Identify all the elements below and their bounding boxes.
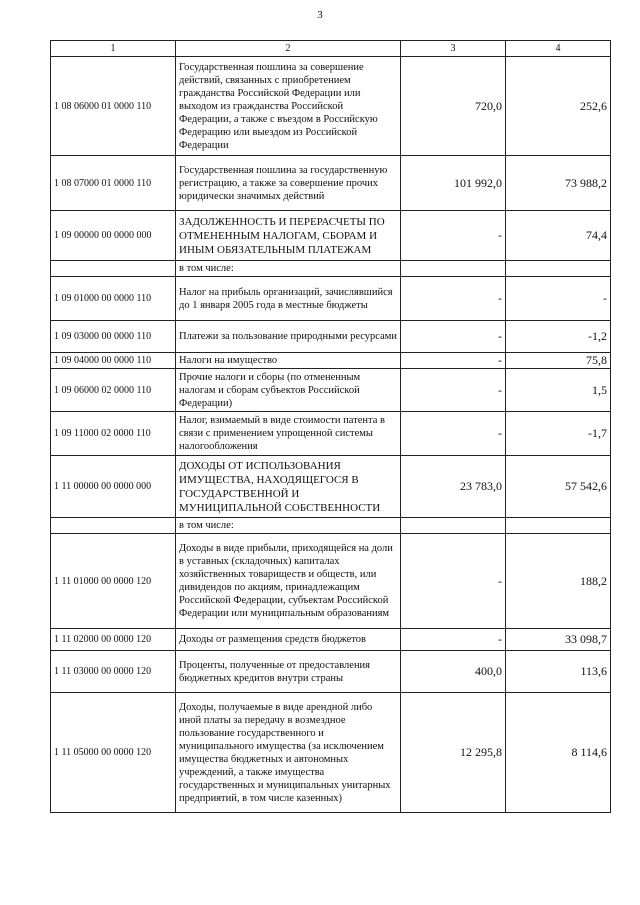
table-row [51,629,611,651]
budget-code: 1 11 02000 00 0000 120 [51,629,176,651]
item-name: в том числе: [176,518,401,534]
value-col3: - [401,211,506,261]
table-row [51,353,611,369]
value-col3: 23 783,0 [401,456,506,518]
item-name: Прочие налоги и сборы (по отмененным налогам и сборам субъектов Российской Федерации) [176,369,401,412]
value-col3: 12 295,8 [401,693,506,813]
item-name: Государственная пошлина за совершение действий, связанных с приобретением гражданства Российской Федерации или выходом из гражданства Российской Федерации, а также с въездом в Российскую Федерацию или выездом из Российской Федерации [176,57,401,156]
budget-code: 1 09 03000 00 0000 110 [51,321,176,353]
value-col3: 101 992,0 [401,156,506,211]
budget-code: 1 08 07000 01 0000 110 [51,156,176,211]
value-col3: - [401,353,506,369]
budget-code [51,261,176,277]
value-col4: 252,6 [506,57,611,156]
value-col3: - [401,277,506,321]
value-col3: 400,0 [401,651,506,693]
budget-code [51,518,176,534]
header-col-1: 1 [51,41,176,57]
item-name: в том числе: [176,261,401,277]
value-col4: 188,2 [506,534,611,629]
table-row [51,651,611,693]
budget-code: 1 09 06000 02 0000 110 [51,369,176,412]
item-name: ЗАДОЛЖЕННОСТЬ И ПЕРЕРАСЧЕТЫ ПО ОТМЕНЕННЫМ НАЛОГАМ, СБОРАМ И ИНЫМ ОБЯЗАТЕЛЬНЫМ ПЛАТЕЖАМ [176,211,401,261]
value-col3 [401,518,506,534]
table-row [51,277,611,321]
item-name: Налоги на имущество [176,353,401,369]
value-col4 [506,518,611,534]
item-name: Государственная пошлина за государственную регистрацию, а также за совершение прочих юридически значимых действий [176,156,401,211]
table-row [51,412,611,456]
table-row [51,261,611,277]
value-col4: 75,8 [506,353,611,369]
budget-code: 1 09 11000 02 0000 110 [51,412,176,456]
value-col4: 33 098,7 [506,629,611,651]
table-row [51,518,611,534]
header-col-4: 4 [506,41,611,57]
item-name: Платежи за пользование природными ресурсами [176,321,401,353]
budget-code: 1 09 01000 00 0000 110 [51,277,176,321]
table-row [51,456,611,518]
value-col4 [506,261,611,277]
item-name: Проценты, полученные от предоставления бюджетных кредитов внутри страны [176,651,401,693]
value-col4: 57 542,6 [506,456,611,518]
item-name: Доходы от размещения средств бюджетов [176,629,401,651]
header-col-3: 3 [401,41,506,57]
table-row [51,534,611,629]
budget-code: 1 11 05000 00 0000 120 [51,693,176,813]
value-col4: -1,2 [506,321,611,353]
table-row [51,156,611,211]
value-col4: -1,7 [506,412,611,456]
table-row [51,211,611,261]
value-col3: - [401,629,506,651]
budget-code: 1 09 04000 00 0000 110 [51,353,176,369]
value-col3: - [401,412,506,456]
value-col4: 73 988,2 [506,156,611,211]
header-col-2: 2 [176,41,401,57]
page-number: 3 [317,9,323,21]
value-col4: 74,4 [506,211,611,261]
item-name: Налог, взимаемый в виде стоимости патента в связи с применением упрощенной системы налогообложения [176,412,401,456]
budget-code: 1 11 03000 00 0000 120 [51,651,176,693]
item-name: Доходы в виде прибыли, приходящейся на доли в уставных (складочных) капиталах хозяйственных товариществ и обществ, или дивидендов по акциям, принадлежащим Российской Федерации, субъектам Российской Федерации или муниципальным образованиям [176,534,401,629]
table-header-row [51,41,611,57]
value-col3: - [401,321,506,353]
value-col4: 8 114,6 [506,693,611,813]
value-col3: - [401,534,506,629]
item-name: Налог на прибыль организаций, зачислявшийся до 1 января 2005 года в местные бюджеты [176,277,401,321]
table-row [51,693,611,813]
budget-code: 1 09 00000 00 0000 000 [51,211,176,261]
value-col4: - [506,277,611,321]
item-name: Доходы, получаемые в виде арендной либо иной платы за передачу в возмездное пользование государственного и муниципального имущества (за исключением имущества бюджетных и автономных учреждений, а также имущества государственных и муниципальных унитарных предприятий, в том числе казенных) [176,693,401,813]
table-row [51,369,611,412]
value-col3: 720,0 [401,57,506,156]
budget-code: 1 11 00000 00 0000 000 [51,456,176,518]
value-col4: 1,5 [506,369,611,412]
table-row [51,57,611,156]
value-col3 [401,261,506,277]
budget-code: 1 11 01000 00 0000 120 [51,534,176,629]
budget-code: 1 08 06000 01 0000 110 [51,57,176,156]
item-name: ДОХОДЫ ОТ ИСПОЛЬЗОВАНИЯ ИМУЩЕСТВА, НАХОДЯЩЕГОСЯ В ГОСУДАРСТВЕННОЙ И МУНИЦИПАЛЬНОЙ СОБСТВЕННОСТИ [176,456,401,518]
value-col4: 113,6 [506,651,611,693]
value-col3: - [401,369,506,412]
budget-revenue-table [50,40,611,813]
table-row [51,321,611,353]
